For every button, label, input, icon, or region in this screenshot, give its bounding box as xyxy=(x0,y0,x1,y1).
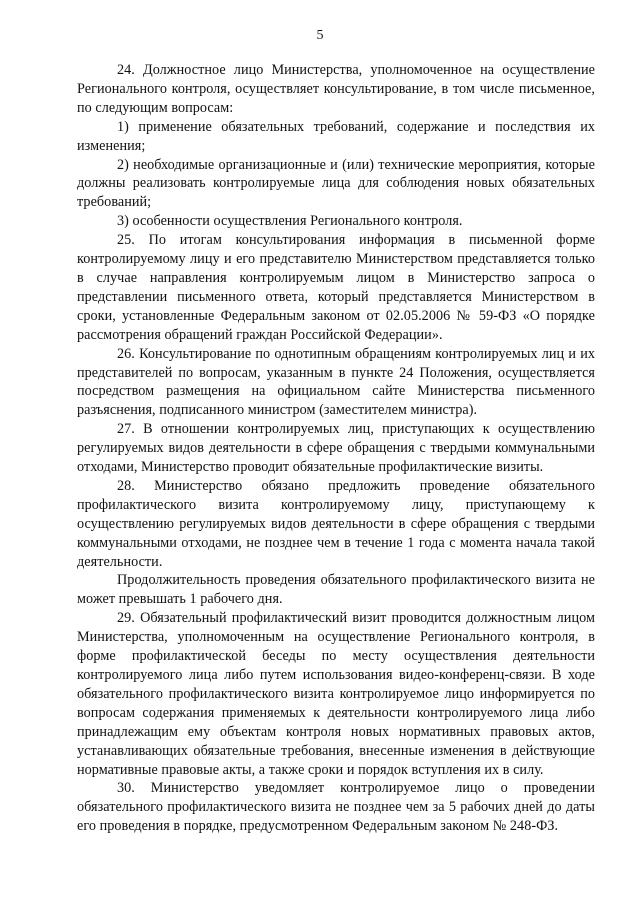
page-number: 5 xyxy=(316,28,324,43)
paragraph-24: 24. Должностное лицо Министерства, уполномоченное на осуществление Регионального контроля, осуществляет консультирование, в том числе письменное, по следующим вопросам: xyxy=(77,62,595,116)
paragraph-24-item-1: 1) применение обязательных требований, содержание и последствия их изменения; xyxy=(77,118,595,154)
paragraph-24-item-3: 3) особенности осуществления Регионального контроля. xyxy=(117,213,463,230)
paragraph-28-duration: Продолжительность проведения обязательного профилактического визита не может превышать 1 рабочего дня. xyxy=(77,572,595,608)
paragraph-27: 27. В отношении контролируемых лиц, приступающих к осуществлению регулируемых видов деятельности в сфере обращения с твердыми коммунальными отходами, Министерство проводит обязательные профилактические визиты. xyxy=(77,421,595,476)
paragraph-29: 29. Обязательный профилактический визит проводится должностным лицом Министерства, уполномоченным на осуществление Регионального контроля, в форме профилактической беседы по месту осуществления деятельности контролируемого лица либо путем использования видео-конференц-связи. В ходе обязательного профилактического визита контролируемое лицо информируется по вопросам содержания применяемых к деятельности контролируемого лица либо принадлежащим ему объектам контроля новых нормативных правовых актов, устанавливающих обязательные требования, внесенные изменения в действующие нормативные правовые акты, а также сроки и порядок вступления их в силу. xyxy=(77,610,595,778)
paragraph-28: 28. Министерство обязано предложить проведение обязательного профилактического визита контролируемому лицу, приступающему к осуществлению регулируемых видов деятельности в сфере обращения с твердыми коммунальными отходами, не позднее чем в течение 1 года с момента начала такой деятельности. xyxy=(77,477,595,570)
paragraph-25: 25. По итогам консультирования информация в письменной форме контролируемому лицу и его представителю Министерством представляется только в случае направления контролируемым лицом в Министерство запроса о представлении письменного ответа, который представляется Министерством в сроки, установленные Федеральным законом от 02.05.2006 № 59-ФЗ «О порядке рассмотрения обращений граждан Российской Федерации». xyxy=(77,232,595,343)
document-body xyxy=(77,61,595,836)
paragraph-24-item-2: 2) необходимые организационные и (или) технические мероприятия, которые должны реализовать контролируемые лица для соблюдения новых обязательных требований; xyxy=(77,156,595,211)
paragraph-30: 30. Министерство уведомляет контролируемое лицо о проведении обязательного профилактического визита не позднее чем за 5 рабочих дней до даты его проведения в порядке, предусмотренном Федеральным законом № 248-ФЗ. xyxy=(77,780,595,835)
paragraph-26: 26. Консультирование по однотипным обращениям контролируемых лиц и их представителей по вопросам, указанным в пункте 24 Положения, осуществляется посредством размещения на официальном сайте Министерства письменного разъяснения, подписанного министром (заместителем министра). xyxy=(77,345,595,419)
